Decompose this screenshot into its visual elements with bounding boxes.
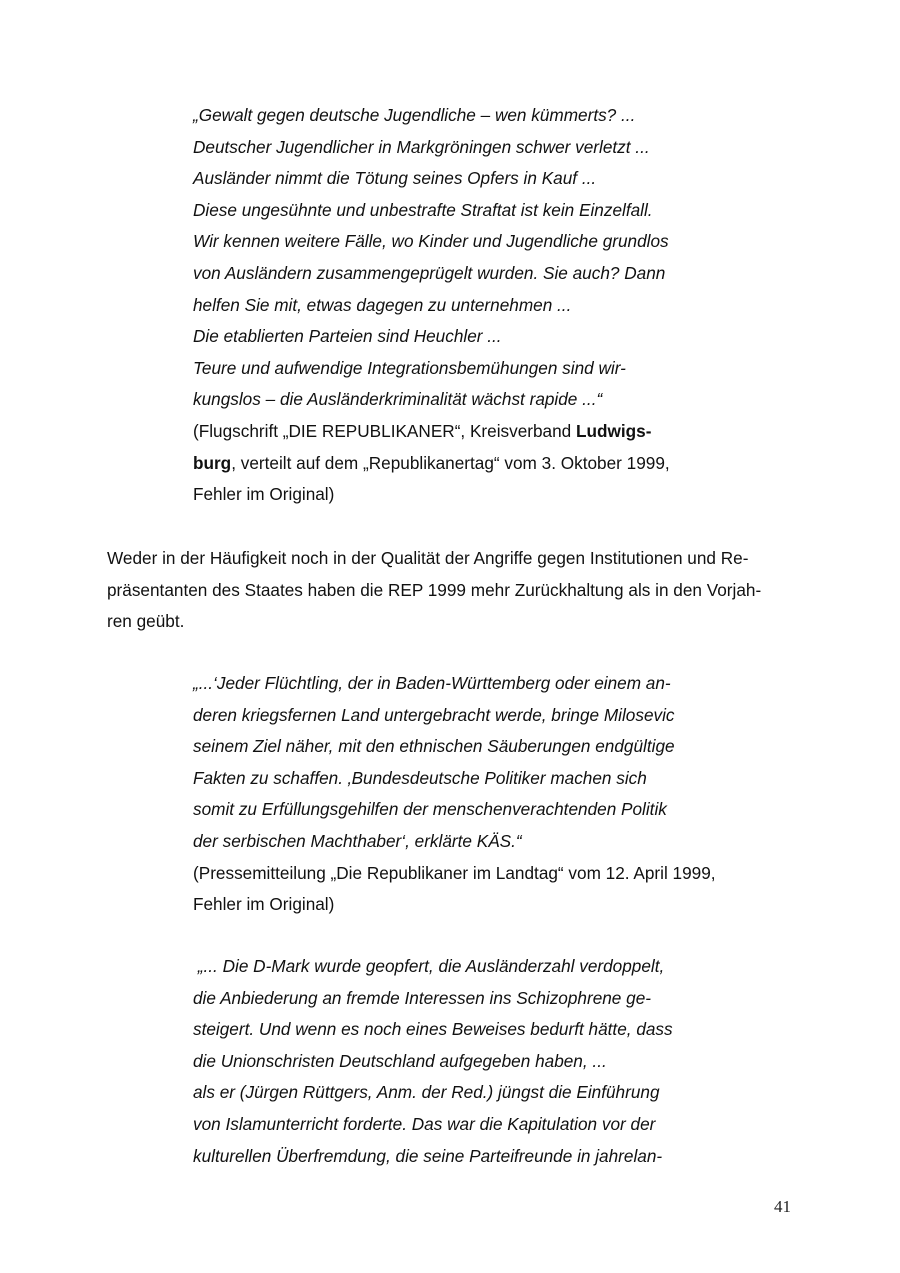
quote-line: von Islamunterricht forderte. Das war die Kapitulation vor der <box>193 1113 656 1134</box>
quote-line: die Anbiederung an fremde Interessen ins Schizophrene ge- <box>193 987 651 1008</box>
quote-line: „...‘Jeder Flüchtling, der in Baden-Württemberg oder einem an- <box>193 673 671 693</box>
quote-pressemitteilung <box>193 668 793 921</box>
quote-line: Deutscher Jugendlicher in Markgröningen schwer verletzt ... <box>193 136 650 157</box>
quote-line: der serbischen Machthaber‘, erklärte KÄS.“ <box>193 830 522 851</box>
quote-line: Wir kennen weitere Fälle, wo Kinder und Jugendliche grundlos <box>193 231 669 252</box>
quote-flugschrift <box>193 100 793 511</box>
citation-source <box>193 416 793 448</box>
paragraph-line: ren geübt. <box>107 611 185 632</box>
quote-line: kungslos – die Ausländerkriminalität wächst rapide ...“ <box>193 389 603 410</box>
quote-line: seinem Ziel näher, mit den ethnischen Säuberungen endgültige <box>193 736 675 757</box>
quote-line: Ausländer nimmt die Tötung seines Opfers in Kauf ... <box>193 168 597 189</box>
quote-line: deren kriegsfernen Land untergebracht werde, bringe Milosevic <box>193 704 675 725</box>
quote-line: Die etablierten Parteien sind Heuchler ... <box>193 326 502 347</box>
citation-source: (Pressemitteilung „Die Republikaner im Landtag“ vom 12. April 1999, <box>193 862 716 883</box>
quote-line: die Unionschristen Deutschland aufgegeben haben, ... <box>193 1050 607 1071</box>
citation-text: , verteilt auf dem „Republikanertag“ vom 3. Oktober 1999, <box>231 452 670 473</box>
quote-line: als er (Jürgen Rüttgers, Anm. der Red.) jüngst die Einführung <box>193 1082 660 1103</box>
page-number: 41 <box>774 1197 791 1216</box>
quote-line: Teure und aufwendige Integrationsbemühungen sind wir- <box>193 357 626 378</box>
quote-line: kulturellen Überfremdung, die seine Parteifreunde in jahrelan- <box>193 1145 663 1166</box>
citation-text: (Flugschrift „DIE REPUBLIKANER“, Kreisverband <box>193 420 577 441</box>
quote-d-mark <box>193 951 793 1172</box>
paragraph-line: präsentanten des Staates haben die REP 1999 mehr Zurückhaltung als in den Vorjah- <box>107 579 762 600</box>
quote-line: somit zu Erfüllungsgehilfen der menschenverachtenden Politik <box>193 799 667 820</box>
citation-source: Fehler im Original) <box>193 894 335 915</box>
quote-line: helfen Sie mit, etwas dagegen zu unternehmen ... <box>193 294 572 315</box>
quote-line: „Gewalt gegen deutsche Jugendliche – wen kümmerts? ... <box>193 105 636 125</box>
quote-line: „... Die D-Mark wurde geopfert, die Ausländerzahl verdoppelt, <box>193 956 665 976</box>
body-paragraph <box>107 543 807 638</box>
quote-line: von Ausländern zusammengeprügelt wurden. Sie auch? Dann <box>193 262 666 283</box>
quote-line: Fakten zu schaffen. ‚Bundesdeutsche Politiker machen sich <box>193 767 647 788</box>
citation-bold-place: Ludwigs- <box>576 420 652 441</box>
citation-source <box>193 448 793 480</box>
citation-source: Fehler im Original) <box>193 484 335 505</box>
citation-bold-place: burg <box>193 452 232 473</box>
paragraph-line: Weder in der Häufigkeit noch in der Qualität der Angriffe gegen Institutionen und Re- <box>107 548 749 568</box>
quote-line: Diese ungesühnte und unbestrafte Straftat ist kein Einzelfall. <box>193 199 653 220</box>
quote-line: steigert. Und wenn es noch eines Beweises bedurft hätte, dass <box>193 1019 673 1040</box>
